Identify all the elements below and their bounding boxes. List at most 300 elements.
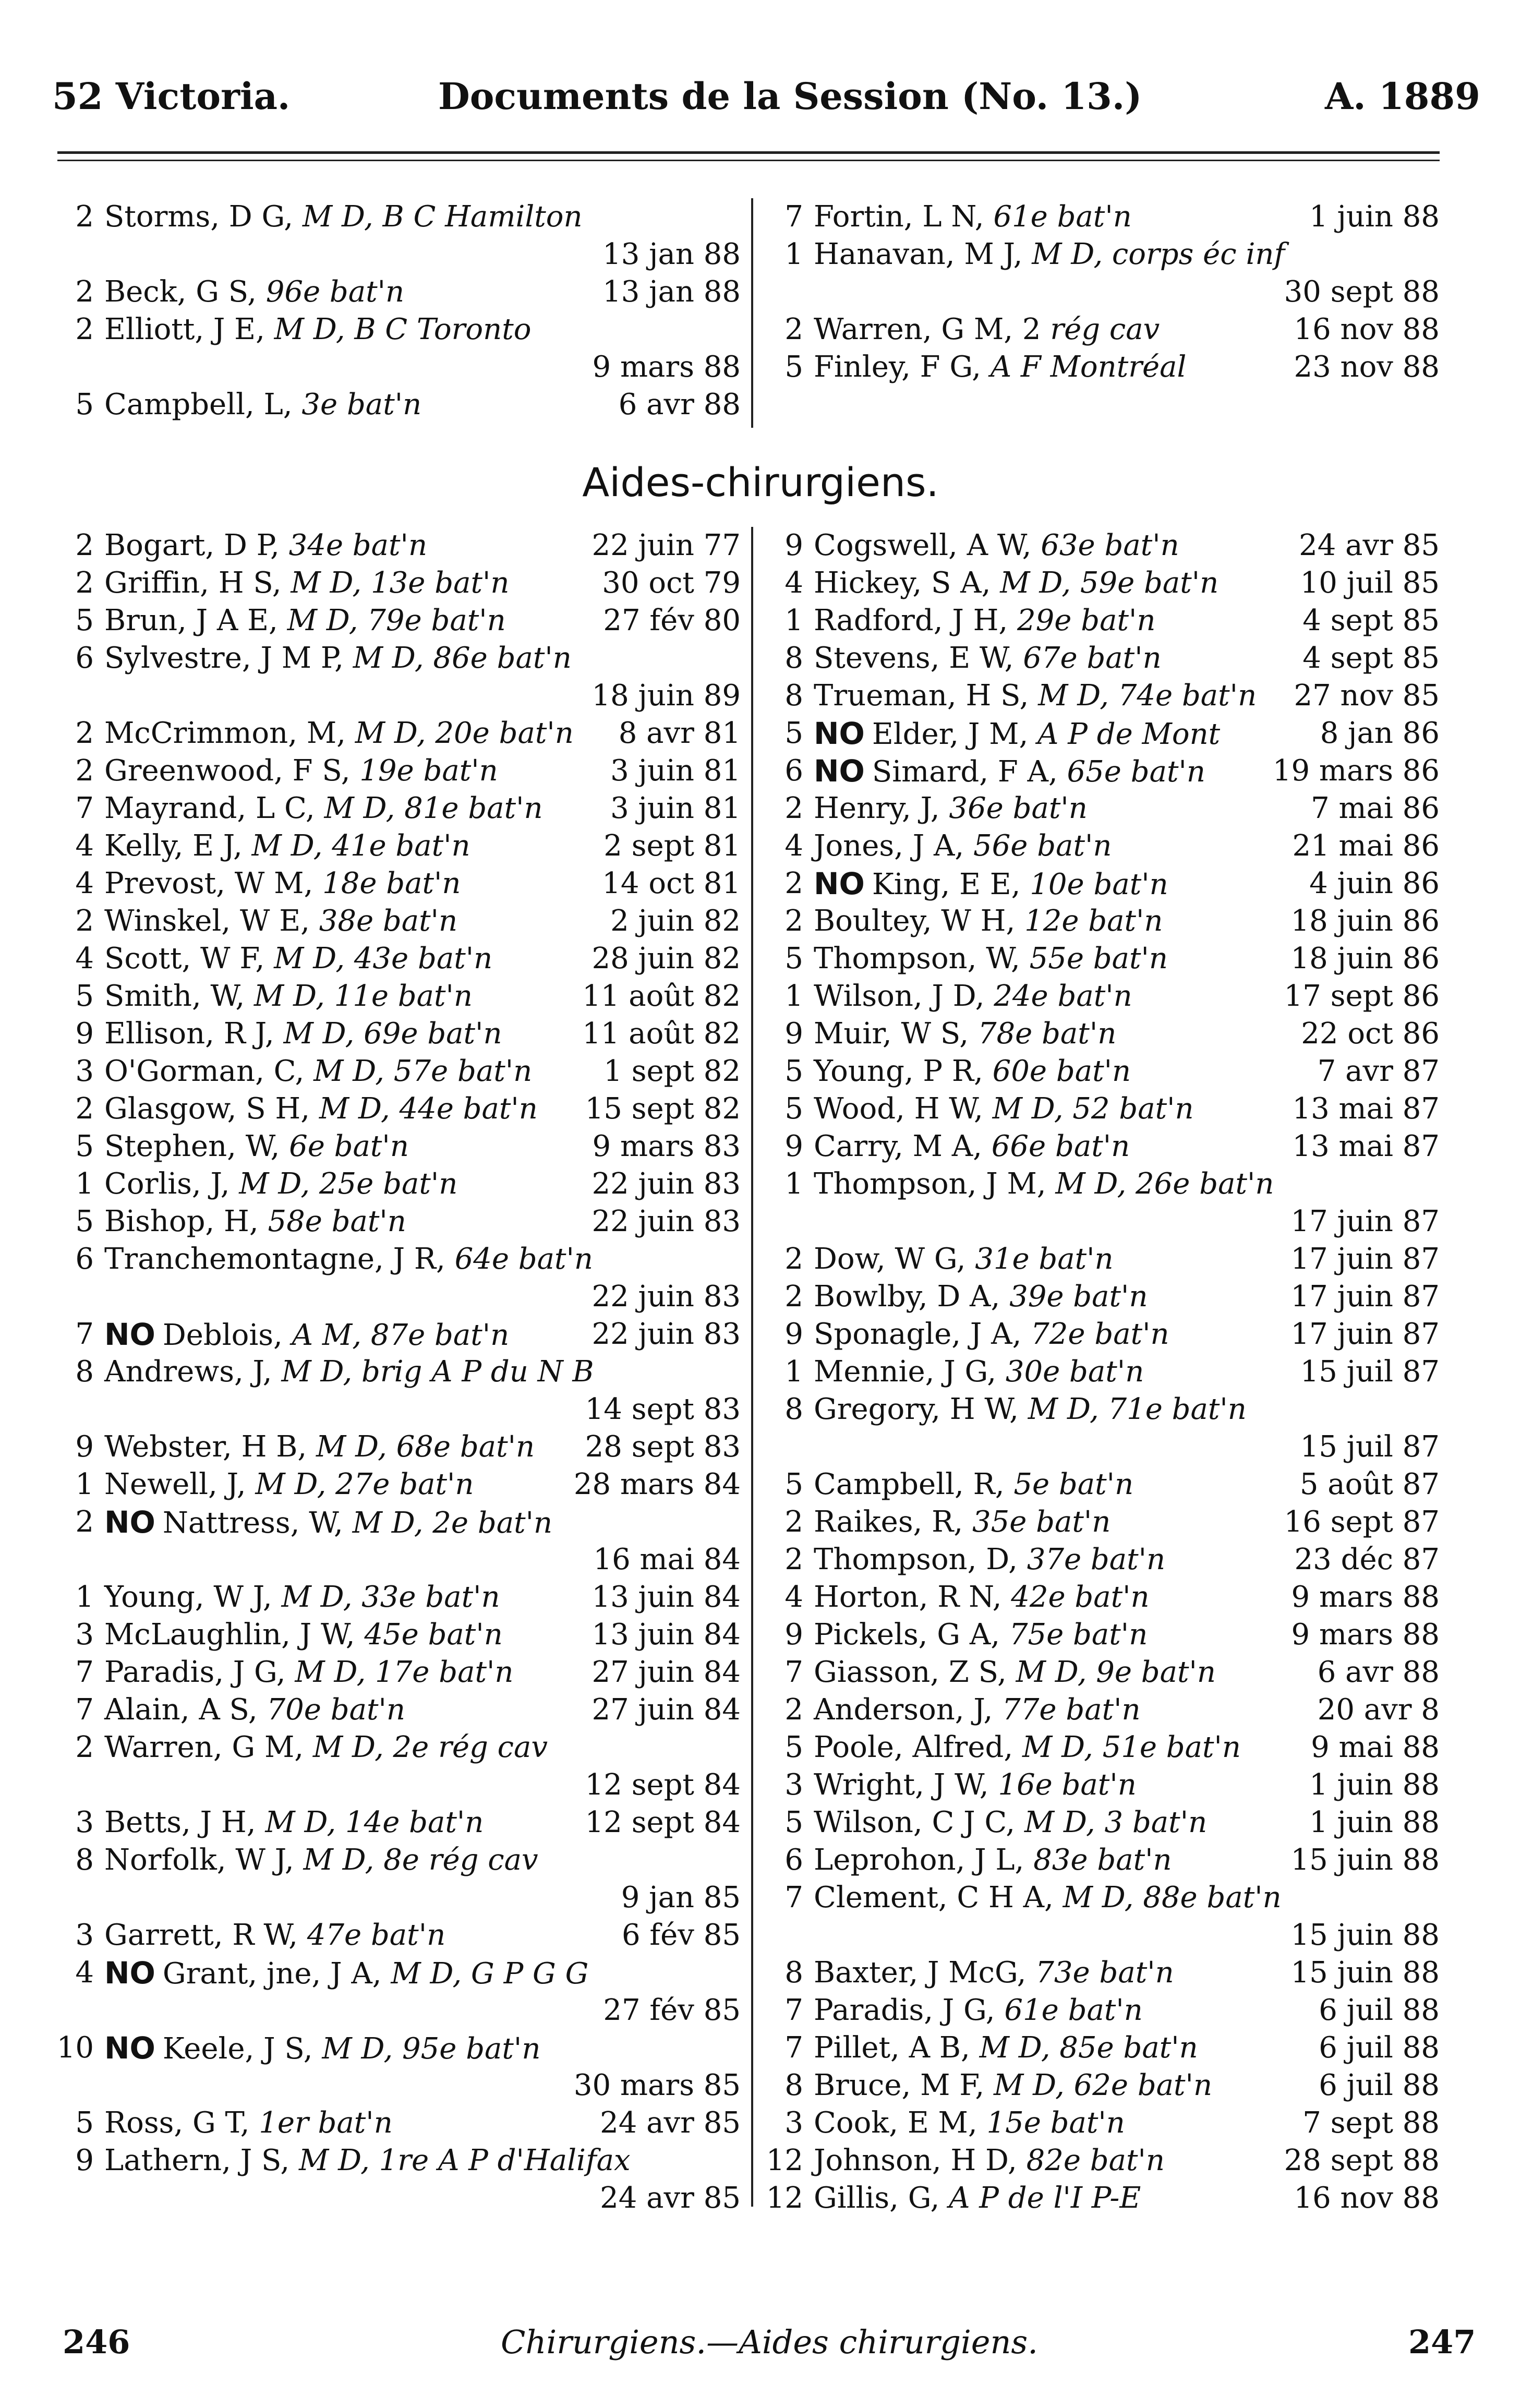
entry-district-number: 1	[784, 237, 803, 271]
entry-name-text: Clement, C H A,	[814, 1881, 1063, 1915]
entry-row	[762, 940, 1440, 978]
entry-date-continuation	[52, 348, 741, 386]
entry-date: 24 avr 85	[600, 2106, 741, 2140]
entry-name-text: Deblois,	[162, 1318, 292, 1352]
entry-row	[52, 1954, 741, 1992]
entry-unit: 65e bat'n	[1067, 755, 1205, 789]
entry-district-number: 1	[75, 1167, 94, 1201]
entry-district-number: 2	[784, 791, 803, 825]
entry-name	[814, 1804, 1207, 1841]
entry-row	[762, 311, 1440, 348]
entry-row	[52, 1917, 741, 1954]
entry-date: 1 sept 82	[603, 1054, 741, 1088]
entry-district-number: 4	[75, 829, 94, 863]
entry-unit: M D, 3 bat'n	[1024, 1805, 1208, 1839]
entry-unit: M D, 62e bat'n	[993, 2068, 1213, 2102]
entry-unit: 1er bat'n	[259, 2106, 393, 2140]
entry-unit: 83e bat'n	[1033, 1843, 1172, 1877]
entry-unit: 12e bat'n	[1024, 904, 1163, 938]
entry-name	[104, 311, 531, 348]
entry-unit: 73e bat'n	[1035, 1956, 1174, 1990]
entry-name	[104, 2029, 540, 2068]
entry-district-number: 2	[75, 312, 94, 346]
entry-name	[814, 940, 1168, 978]
entry-unit: 16e bat'n	[998, 1768, 1137, 1802]
entry-name-text: Bowlby, D A,	[814, 1280, 1010, 1314]
entry-unit: M D, 27e bat'n	[255, 1467, 474, 1501]
entry-unit: M D, 44e bat'n	[319, 1092, 538, 1126]
entry-unit: M D, 85e bat'n	[979, 2031, 1198, 2065]
entry-district-number: 5	[784, 1805, 803, 1839]
no-marker: NO	[104, 1955, 155, 1991]
entry-row	[762, 640, 1440, 677]
entry-date: 13 juin 84	[592, 1580, 741, 1614]
entry-date: 23 nov 88	[1294, 350, 1440, 384]
entry-unit: 37e bat'n	[1027, 1543, 1166, 1576]
entry-name-text: Lathern, J S,	[104, 2144, 299, 2177]
entry-name-text: Gregory, H W,	[814, 1392, 1028, 1426]
entry-date: 3 juin 81	[610, 791, 741, 825]
entry-date: 13 mai 87	[1292, 1129, 1440, 1163]
entry-date-continuation	[52, 1992, 741, 2029]
entry-unit: M D, 26e bat'n	[1055, 1167, 1274, 1201]
entry-district-number: 2	[784, 312, 803, 346]
entry-name	[814, 527, 1179, 564]
entry-unit: A M, 87e bat'n	[292, 1318, 510, 1352]
entry-name-text: Poole, Alfred,	[814, 1730, 1022, 1764]
entry-date: 11 août 82	[582, 979, 741, 1013]
entry-name	[814, 1353, 1144, 1391]
entry-row	[52, 1841, 741, 1879]
entry-date: 11 août 82	[582, 1017, 741, 1051]
entry-name	[104, 1165, 457, 1203]
entry-name-text: Raikes, R,	[814, 1505, 972, 1539]
entry-date-continuation	[762, 1203, 1440, 1241]
entry-date-continuation	[762, 1917, 1440, 1954]
entry-name-text: Young, P R,	[814, 1054, 993, 1088]
entry-unit: M D, 74e bat'n	[1038, 679, 1257, 713]
entry-date: 1 juin 88	[1309, 1805, 1440, 1839]
entry-name-text: Ellison, R J,	[104, 1017, 284, 1051]
entry-date: 18 juin 89	[592, 679, 741, 713]
entry-name	[814, 677, 1257, 715]
entry-district-number: 2	[784, 1242, 803, 1276]
entry-unit: M D, 17e bat'n	[295, 1655, 514, 1689]
entry-row	[52, 1579, 741, 1616]
entry-row	[762, 2104, 1440, 2142]
entry-name-text: Keele, J S,	[162, 2032, 322, 2066]
entry-name	[104, 1841, 538, 1879]
entry-name-text: Dow, W G,	[814, 1242, 975, 1276]
entry-unit: 5e bat'n	[1013, 1467, 1134, 1501]
entry-name-text: Giasson, Z S,	[814, 1655, 1016, 1689]
column-divider-top	[751, 198, 753, 428]
entry-date: 15 juil 87	[1300, 1430, 1440, 1464]
entry-name-text: O'Gorman, C,	[104, 1054, 314, 1088]
entry-unit: M D, 51e bat'n	[1022, 1730, 1241, 1764]
entry-district-number: 1	[784, 979, 803, 1013]
entry-unit: M D, 81e bat'n	[324, 791, 543, 825]
entry-row	[762, 1616, 1440, 1654]
entry-date: 24 avr 85	[600, 2181, 741, 2215]
entry-unit: 78e bat'n	[977, 1017, 1117, 1051]
entry-row	[762, 1165, 1440, 1203]
entry-row	[762, 1316, 1440, 1353]
entry-district-number: 9	[784, 1618, 803, 1652]
entry-district-number: 5	[784, 716, 803, 750]
entry-row	[52, 1316, 741, 1353]
entry-name	[104, 940, 492, 978]
entry-row	[52, 1654, 741, 1691]
entry-date: 2 sept 81	[603, 829, 741, 863]
entry-date-continuation	[52, 236, 741, 273]
entry-row	[52, 1165, 741, 1203]
entry-name-text: Mayrand, L C,	[104, 791, 324, 825]
entry-row	[52, 1729, 741, 1766]
entry-name	[814, 1316, 1169, 1353]
top-right-column	[762, 198, 1440, 386]
entry-name-text: Glasgow, S H,	[104, 1092, 319, 1126]
entry-date: 24 avr 85	[1299, 528, 1440, 562]
entry-district-number: 1	[75, 1580, 94, 1614]
entry-name	[814, 2067, 1212, 2104]
entry-name-text: Storms, D G,	[104, 200, 303, 234]
entry-date-continuation	[52, 677, 741, 715]
entry-name	[104, 827, 470, 865]
entry-date: 9 mars 88	[592, 350, 741, 384]
entry-unit: M D, 2e rég cav	[312, 1730, 548, 1764]
entry-row	[762, 902, 1440, 940]
entry-date-continuation	[52, 1766, 741, 1804]
entry-row	[52, 1203, 741, 1241]
column-divider-main	[751, 527, 753, 2207]
entry-unit: 18e bat'n	[322, 866, 461, 900]
entry-unit: M D, 88e bat'n	[1063, 1881, 1282, 1915]
entry-date: 20 avr 8	[1317, 1693, 1440, 1727]
entry-name	[104, 1579, 500, 1616]
entry-unit: M D, 43e bat'n	[274, 942, 493, 976]
no-marker: NO	[104, 1317, 155, 1352]
entry-unit: 70e bat'n	[267, 1693, 405, 1727]
entry-name-text: Scott, W F,	[104, 942, 274, 976]
entry-date: 5 août 87	[1299, 1467, 1440, 1501]
entry-name	[104, 1203, 406, 1241]
entry-name-text: Henry, J,	[814, 791, 949, 825]
entry-name-text: Bogart, D P,	[104, 528, 289, 562]
no-marker: NO	[104, 2030, 155, 2066]
entry-date: 23 déc 87	[1294, 1543, 1440, 1576]
entry-row	[52, 827, 741, 865]
entry-date: 15 sept 82	[585, 1092, 741, 1126]
entry-name	[814, 1241, 1114, 1278]
entry-date: 18 juin 86	[1290, 904, 1440, 938]
entry-date: 1 juin 88	[1309, 1768, 1440, 1802]
entry-unit: M D, 13e bat'n	[291, 566, 510, 600]
entry-district-number: 7	[75, 791, 94, 825]
entry-unit: M D, 1re A P d'Halifax	[298, 2144, 631, 2177]
entry-date: 28 sept 88	[1284, 2144, 1440, 2177]
entry-name-text: Pillet, A B,	[814, 2031, 980, 2065]
entry-row	[762, 1579, 1440, 1616]
entry-name	[104, 865, 461, 902]
entry-district-number: 2	[75, 1505, 94, 1539]
entry-name	[814, 1954, 1174, 1992]
entry-name-text: Norfolk, W J,	[104, 1843, 304, 1877]
entry-date: 15 juin 88	[1290, 1956, 1440, 1990]
entry-district-number: 10	[56, 2031, 94, 2065]
entry-district-number: 5	[784, 350, 803, 384]
entry-date: 13 jan 88	[602, 275, 741, 309]
entry-district-number: 7	[75, 1317, 94, 1351]
entry-unit: M D, 79e bat'n	[287, 604, 506, 637]
entry-date: 15 juin 88	[1290, 1918, 1440, 1952]
section-title: Aides-chirurgiens.	[582, 459, 939, 505]
entry-district-number: 8	[784, 1956, 803, 1990]
page-footer	[42, 2316, 1476, 2368]
entry-name-text: Boultey, W H,	[814, 904, 1025, 938]
entry-district-number: 4	[784, 566, 803, 600]
entry-unit: 61e bat'n	[1004, 1993, 1143, 2027]
entry-unit: 63e bat'n	[1041, 528, 1179, 562]
entry-row	[52, 790, 741, 827]
entry-name	[814, 1841, 1172, 1879]
entry-row	[52, 1053, 741, 1090]
entry-district-number: 9	[75, 1017, 94, 1051]
entry-district-number: 9	[784, 1129, 803, 1163]
entry-unit: 15e bat'n	[986, 2106, 1125, 2140]
entry-name	[814, 348, 1186, 386]
entry-name-text: Greenwood, F S,	[104, 754, 360, 788]
entry-name	[104, 386, 421, 424]
entry-district-number: 2	[784, 1543, 803, 1576]
entry-name	[814, 311, 1160, 348]
entry-name-text: Bruce, M F,	[814, 2068, 994, 2102]
entry-date-continuation	[52, 1879, 741, 1917]
entry-district-number: 2	[75, 716, 94, 750]
entry-name	[814, 1278, 1148, 1316]
entry-district-number: 2	[75, 566, 94, 600]
entry-row	[52, 198, 741, 236]
entry-name	[104, 715, 574, 752]
entry-date: 9 mai 88	[1311, 1730, 1440, 1764]
entry-unit: A P de Mont	[1037, 717, 1221, 751]
entry-district-number: 7	[75, 1693, 94, 1727]
entry-row	[52, 865, 741, 902]
entry-district-number: 2	[784, 904, 803, 938]
entry-date: 14 sept 83	[585, 1392, 741, 1426]
entry-date: 4 sept 85	[1302, 604, 1440, 637]
entry-row	[762, 2142, 1440, 2180]
entry-name	[104, 752, 498, 790]
entry-name	[814, 2029, 1198, 2067]
entry-name	[104, 1466, 474, 1503]
entry-name-text: Wright, J W,	[814, 1768, 998, 1802]
entry-name-text: Andrews, J,	[104, 1355, 282, 1389]
entry-district-number: 2	[784, 866, 803, 900]
header-rule-bottom	[57, 160, 1440, 161]
entry-date-continuation	[762, 1428, 1440, 1466]
entry-name	[104, 198, 583, 236]
entry-district-number: 5	[784, 1467, 803, 1501]
entry-unit: M D, 57e bat'n	[313, 1054, 533, 1088]
entry-name	[104, 1729, 548, 1766]
entry-unit: M D, 33e bat'n	[281, 1580, 500, 1614]
entry-name	[104, 902, 457, 940]
entry-date: 16 nov 88	[1294, 2181, 1440, 2215]
entry-row	[52, 273, 741, 311]
entry-date: 2 juin 82	[610, 904, 741, 938]
entry-unit: 34e bat'n	[288, 528, 428, 562]
entry-date: 17 juin 87	[1290, 1242, 1440, 1276]
entry-name	[104, 1053, 532, 1090]
entry-date: 15 juil 87	[1300, 1355, 1440, 1389]
entry-name-text: Johnson, H D,	[814, 2144, 1027, 2177]
top-left-column	[52, 198, 741, 424]
entry-date: 30 mars 85	[573, 2068, 741, 2102]
entry-district-number: 2	[75, 1730, 94, 1764]
entry-district-number: 7	[784, 200, 803, 234]
entry-row	[762, 1841, 1440, 1879]
entry-unit: 29e bat'n	[1017, 604, 1156, 637]
entry-row	[762, 1241, 1440, 1278]
entry-district-number: 7	[784, 1655, 803, 1689]
entry-row	[762, 1804, 1440, 1841]
entry-date: 21 mai 86	[1292, 829, 1440, 863]
entry-unit: 45e bat'n	[364, 1618, 503, 1652]
entry-name-text: Stephen, W,	[104, 1129, 289, 1163]
entry-date: 7 sept 88	[1302, 2106, 1440, 2140]
footer-center: Chirurgiens.—Aides chirurgiens.	[501, 2323, 1038, 2361]
entry-row	[52, 1616, 741, 1654]
entry-name-text: Paradis, J G,	[104, 1655, 295, 1689]
entry-date: 27 juin 84	[592, 1655, 741, 1689]
entry-row	[52, 2142, 741, 2180]
entry-name	[104, 2104, 393, 2142]
entry-district-number: 12	[766, 2181, 803, 2215]
entry-name	[814, 1766, 1137, 1804]
entry-date: 13 mai 87	[1292, 1092, 1440, 1126]
entry-row	[762, 1015, 1440, 1053]
entry-district-number: 6	[784, 1843, 803, 1877]
entry-name	[104, 527, 427, 564]
entry-name	[104, 1691, 405, 1729]
entry-name	[814, 2104, 1125, 2142]
entry-date: 6 avr 88	[1317, 1655, 1440, 1689]
entry-name-text: Betts, J H,	[104, 1805, 265, 1839]
entry-district-number: 1	[784, 1355, 803, 1389]
entry-date-continuation	[52, 1391, 741, 1428]
entry-name	[814, 1691, 1141, 1729]
entry-name	[814, 602, 1155, 640]
entry-row	[762, 198, 1440, 236]
entry-name	[104, 1503, 552, 1542]
entry-district-number: 3	[75, 1054, 94, 1088]
entry-district-number: 2	[784, 1693, 803, 1727]
entry-name-text: Bishop, H,	[104, 1205, 268, 1238]
entry-name	[814, 1616, 1148, 1654]
entry-district-number: 3	[784, 1768, 803, 1802]
entry-unit: M D, 52 bat'n	[992, 1092, 1194, 1126]
entry-name-text: Brun, J A E,	[104, 604, 287, 637]
entry-name-text: Pickels, G A,	[814, 1618, 1009, 1652]
entry-row	[52, 940, 741, 978]
entry-name	[814, 790, 1088, 827]
entry-row	[762, 1466, 1440, 1503]
entry-name-text: Muir, W S,	[814, 1017, 978, 1051]
entry-row	[52, 2104, 741, 2142]
entry-name	[814, 2180, 1141, 2217]
entry-unit: M D, G P G G	[391, 1957, 589, 1991]
entry-district-number: 5	[75, 604, 94, 637]
entry-name	[104, 1241, 593, 1278]
entry-unit: 72e bat'n	[1031, 1317, 1169, 1351]
entry-district-number: 9	[75, 2144, 94, 2177]
entry-unit: M D, B C Toronto	[274, 312, 532, 346]
entry-name	[104, 1616, 503, 1654]
entry-name	[814, 1579, 1150, 1616]
entry-row	[762, 1278, 1440, 1316]
entry-name	[814, 236, 1285, 273]
entry-row	[52, 752, 741, 790]
entry-name	[104, 1804, 484, 1841]
entry-name	[814, 1015, 1116, 1053]
entry-name-text: Jones, J A,	[814, 829, 974, 863]
entry-district-number: 8	[784, 2068, 803, 2102]
entry-district-number: 2	[75, 528, 94, 562]
entry-district-number: 7	[75, 1655, 94, 1689]
entry-name-text: Cook, E M,	[814, 2106, 987, 2140]
entry-date: 4 sept 85	[1302, 641, 1440, 675]
entry-row	[762, 827, 1440, 865]
entry-name-text: Ross, G T,	[104, 2106, 259, 2140]
entry-name-text: Mennie, J G,	[814, 1355, 1006, 1389]
entry-row	[762, 1541, 1440, 1579]
entry-date: 22 oct 86	[1301, 1017, 1440, 1051]
entry-date: 12 sept 84	[585, 1805, 741, 1839]
entry-name-text: Newell, J,	[104, 1467, 256, 1501]
entry-name-text: Hanavan, M J,	[814, 237, 1032, 271]
entry-row	[762, 1503, 1440, 1541]
entry-date: 22 juin 83	[592, 1205, 741, 1238]
entry-name	[814, 1128, 1130, 1165]
entry-unit: M D, 14e bat'n	[265, 1805, 484, 1839]
entry-row	[52, 1015, 741, 1053]
entry-district-number: 2	[75, 754, 94, 788]
entry-date-continuation	[52, 1278, 741, 1316]
entry-date: 16 mai 84	[593, 1543, 741, 1576]
entry-unit: M D, 11e bat'n	[254, 979, 473, 1013]
entry-date-continuation	[52, 2180, 741, 2217]
entry-district-number: 7	[784, 2031, 803, 2065]
entry-row	[762, 348, 1440, 386]
entry-date: 9 mars 88	[1291, 1580, 1440, 1614]
entry-district-number: 5	[784, 1054, 803, 1088]
entry-date: 9 mars 83	[592, 1129, 741, 1163]
entry-name	[814, 1090, 1194, 1128]
entry-row	[52, 527, 741, 564]
entry-row	[52, 1090, 741, 1128]
entry-unit: 31e bat'n	[975, 1242, 1114, 1276]
entry-unit: 58e bat'n	[268, 1205, 406, 1238]
entry-unit: 47e bat'n	[307, 1918, 446, 1952]
entry-unit: M D, 25e bat'n	[239, 1167, 458, 1201]
entry-name	[814, 1391, 1247, 1428]
entry-name-text: Thompson, W,	[814, 942, 1030, 976]
entry-date: 6 juil 88	[1319, 2068, 1440, 2102]
entry-unit: 39e bat'n	[1009, 1280, 1148, 1314]
entry-name	[104, 1654, 513, 1691]
entry-date: 17 sept 86	[1284, 979, 1440, 1013]
